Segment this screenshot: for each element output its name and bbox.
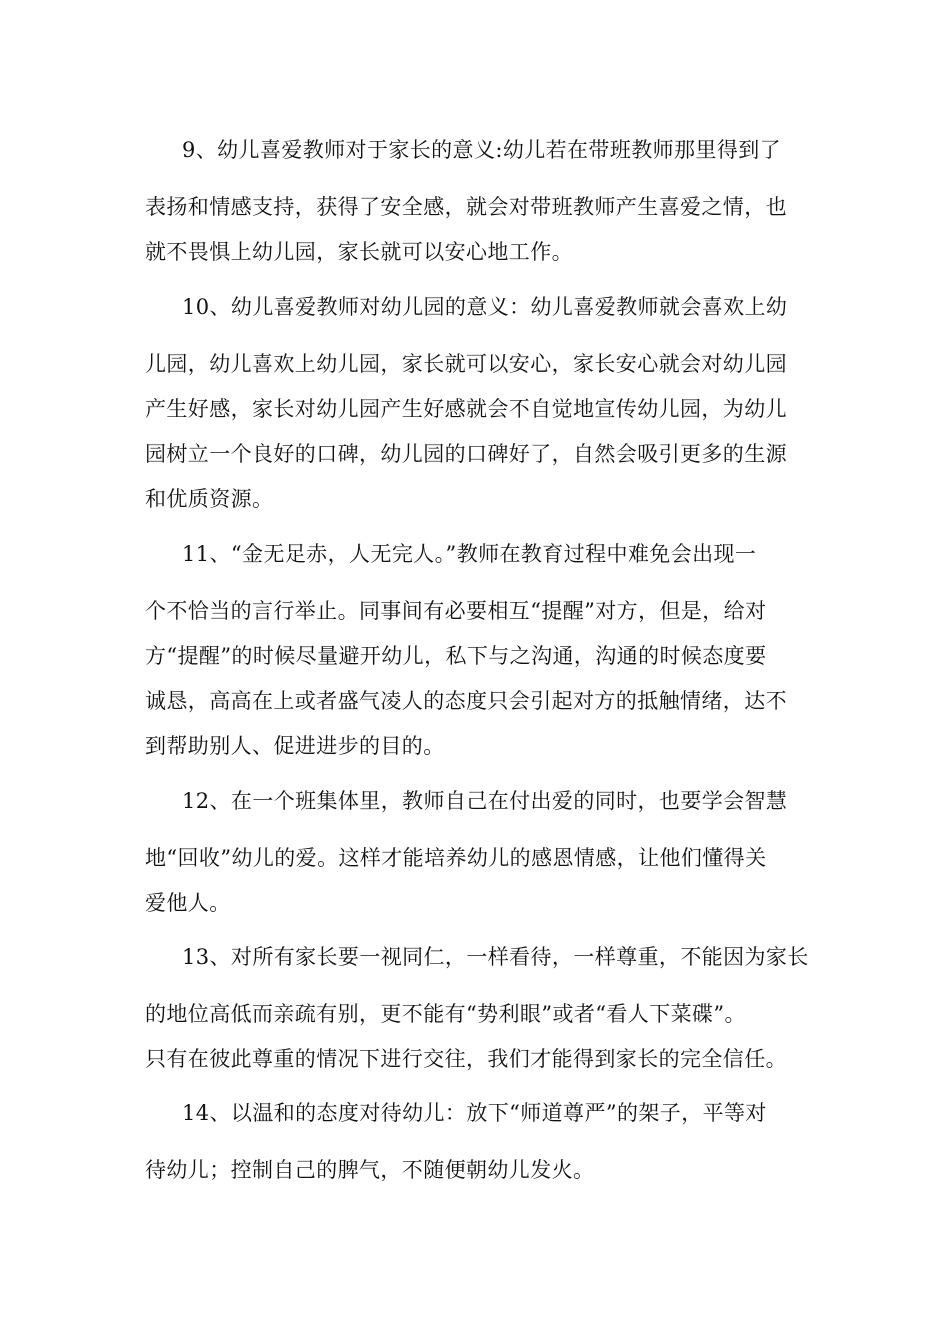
paragraph-line: 诚恳，高高在上或者盛气凌人的态度只会引起对方的抵触情绪，达不 [145,689,787,713]
paragraph-line: 个不恰当的言行举止。同事间有必要相互“提醒”对方，但是，给对 [145,599,767,623]
paragraph-line: 方“提醒”的时候尽量避开幼儿，私下与之沟通，沟通的时候态度要 [145,644,767,668]
paragraph-line: 只有在彼此尊重的情况下进行交往，我们才能得到家长的完全信任。 [145,1047,787,1071]
paragraph-line: 14、以温和的态度对待幼儿：放下“师道尊严”的架子，平等对 [182,1101,767,1125]
paragraph-line: 儿园，幼儿喜欢上幼儿园，家长就可以安心，家长安心就会对幼儿园 [145,352,787,376]
paragraph-line: 10、幼儿喜爱教师对幼儿园的意义：幼儿喜爱教师就会喜欢上幼 [182,295,788,319]
paragraph-line: 13、对所有家长要一视同仁，一样看待，一样尊重，不能因为家长 [182,945,809,969]
paragraph-line: 到帮助别人、促进进步的目的。 [145,734,445,758]
paragraph-line: 待幼儿；控制自己的脾气，不随便朝幼儿发火。 [145,1158,595,1182]
paragraph-line: 产生好感，家长对幼儿园产生好感就会不自觉地宣传幼儿园，为幼儿 [145,397,787,421]
paragraph-line: 园树立一个良好的口碑，幼儿园的口碑好了，自然会吸引更多的生源 [145,442,787,466]
paragraph-line: 和优质资源。 [145,487,274,511]
paragraph-line: 爱他人。 [145,891,231,915]
paragraph-line: 地“回收”幼儿的爱。这样才能培养幼儿的感恩情感，让他们懂得关 [145,846,767,870]
paragraph-line: 11、“金无足赤，人无完人。”教师在教育过程中难免会出现一 [182,542,757,566]
paragraph-line: 12、在一个班集体里，教师自己在付出爱的同时，也要学会智慧 [182,789,788,813]
paragraph-line: 9、幼儿喜爱教师对于家长的意义:幼儿若在带班教师那里得到了 [182,138,782,162]
paragraph-line: 的地位高低而亲疏有别，更不能有“势利眼”或者“看人下菜碟”。 [145,1002,746,1026]
paragraph-line: 表扬和情感支持，获得了安全感，就会对带班教师产生喜爱之情，也 [145,195,787,219]
paragraph-line: 就不畏惧上幼儿园，家长就可以安心地工作。 [145,240,573,264]
